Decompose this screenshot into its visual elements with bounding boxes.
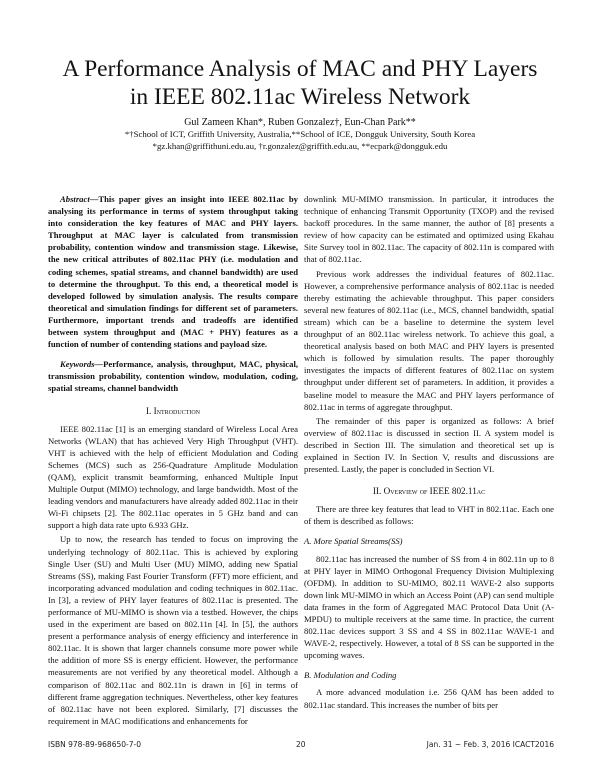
- keywords-label: Keywords—: [60, 359, 104, 370]
- footer-isbn: ISBN 978-89-968650-7-0: [48, 740, 141, 749]
- abstract: [48, 193, 298, 350]
- footer-conference: Jan. 31 ~ Feb. 3, 2016 ICACT2016: [426, 740, 554, 749]
- left-column: [48, 193, 298, 727]
- author-list: Gul Zameen Khan*, Ruben Gonzalez†, Eun-Chan Park**: [184, 117, 416, 128]
- subsection-heading-spatial-streams: A. More Spatial Streams(SS): [304, 536, 403, 547]
- abstract-label: Abstract—: [60, 194, 99, 204]
- right-column: [304, 193, 554, 711]
- intro-paragraph-1: IEEE 802.11ac [1] is an emerging standard of Wireless Local Area Networks (WLAN) that has achieved Very High Throughput (VHT). VHT is achieved with the help of efficient Modulation and Coding Schemes (MCS) such as 256-Quadrature Amplitude Modulation (QAM), explicit transmit beamforming, enhanced Multiple Input Multiple Output (MIMO) technology, and large bandwidth. Most of the leading vendors and manufacturers have already added 802.11ac in their Wi-Fi chipsets [2]. The 802.11ac operates in 5 GHz band and can support a high data rate upto 6.933 GHz.: [48, 423, 298, 531]
- keywords: [48, 358, 298, 394]
- section-heading-overview: II. Overview of IEEE 802.11ac: [372, 486, 486, 497]
- paper-title: [0, 55, 600, 111]
- keywords-text: Performance, analysis, throughput, MAC, physical, transmission probability, contention window, modulation, coding, spatial streams, channel bandwidth: [48, 359, 298, 394]
- right-paragraph-1: downlink MU-MIMO transmission. In particular, it introduces the technique of enhancing Transmit Opportunity (TXOP) and the revised backoff procedures. In the same manner, the author of [8] presents a review of how capacity can be estimated and optimized using Ekahau Site Survey tool in 802.11ac. The capacity of 802.11n is compared with that of 802.11ac.: [304, 194, 554, 265]
- modulation-paragraph: A more advanced modulation i.e. 256 QAM has been added to 802.11ac standard. This increases the number of bits per: [304, 687, 554, 710]
- right-paragraph-2: Previous work addresses the individual features of 802.11ac. However, a comprehensive performance analysis of 802.11ac is needed thereby estimating the achievable throughput. This paper considers several new features of 802.11ac (i.e., MCS, channel bandwidth, spatial stream) which can be a baseline to determine the system level throughput of an 802.11ac wireless network. To achieve this goal, a theoretical analysis based on both MAC and PHY layers is presented which is followed by simulation results. The paper thoroughly investigates the impacts of different features of 802.11ac on system throughput under different set of parameters. In addition, it provides a baseline model to measure the MAC and PHY layers performance of 802.11ac in terms of aggregate throughput.: [304, 268, 554, 412]
- page-footer: [48, 740, 554, 752]
- intro-paragraph-2: Up to now, the research has tended to focus on improving the underlying technology of 802.11ac. This is achieved by exploring Single User (SU) and Multi User (MU) MIMO, adding new Spatial Streams (SS), making Fast Fourier Transform (FFT) more efficient, and incorporating advanced modulation and coding techniques in 802.11ac. In [3], a review of PHY layer features of 802.11ac is presented. The performance of MU-MIMO is shown via a testbed. However, the chips used in the experiment are based on 802.11n [4]. In [5], the authors present a performance analysis of energy efficiency and interference in 802.11ac. It is shown that larger channels consume more power while the addition of more SS is energy efficient. However, the performance measurements are not verified by any theoretical model. Although a comparison of 802.11ac and 802.11n is drawn in [6] in terms of different frame aggregation techniques. Nevertheless, other key features of 802.11ac have not been explored. Similarly, [7] discusses the requirement in MAC modifications and enhancements for: [48, 534, 298, 726]
- title-line-1: A Performance Analysis of MAC and PHY Layers: [62, 56, 538, 82]
- subsection-heading-modulation: B. Modulation and Coding: [304, 670, 397, 681]
- right-paragraph-3: The remainder of this paper is organized as follows: A brief overview of 802.11ac is discussed in section II. A system model is described in Section III. The simulation and theoretical set up is explained in Section IV. In Section V, results and discussions are presented. Lastly, the paper is concluded in Section VI.: [304, 415, 554, 475]
- section-heading-introduction: I. Introduction: [145, 405, 201, 416]
- footer-page-number: 20: [296, 740, 306, 749]
- title-line-2: in IEEE 802.11ac Wireless Network: [129, 84, 471, 110]
- affiliation: *†School of ICT, Griffith University, Australia,**School of ICE, Dongguk University, South Korea: [124, 129, 476, 139]
- author-emails: *gz.khan@griffithuni.edu.au, †r.gonzalez@griffith.edu.au, **ecpark@dongguk.edu: [152, 141, 448, 151]
- abstract-text: This paper gives an insight into IEEE 802.11ac by analysing its performance in terms of system throughput taking into consideration the key features of MAC and PHY layers. Throughput at MAC layer is calculated from transmission probability, contention window and transmission stage. Likewise, the new critical attributes of 802.11ac PHY (i.e. modulation and coding schemes, spatial streams, and channel bandwidth) are used to determine the throughput. To this end, a theoretical model is developed followed by simulation analysis. The results compare theoretical and simulation findings for different set of parameters. Furthermore, important trends and tradeoffs are identified between system throughput and (MAC + PHY) features as a function of number of contending stations and payload size.: [48, 194, 298, 350]
- spatial-streams-paragraph: 802.11ac has increased the number of SS from 4 in 802.11n up to 8 at PHY layer in MIMO Orthogonal Frequency Division Multiplexing (OFDM). In addition to SU-MIMO, 802.11 WAVE-2 also supports down link MU-MIMO in which an Access Point (AP) can send multiple data frames in the form of Aggregated MAC Protocol Data Unit (A-MPDU) to multiple receivers at the same time. In practice, the current 802.11ac devices support 3 SS and 4 SS in 802.11ac WAVE-1 and WAVE-2, respectively. However, a total of 8 SS can be supported in the upcoming waves.: [304, 553, 554, 661]
- overview-paragraph: There are three key features that lead to VHT in 802.11ac. Each one of them is described as follows:: [304, 504, 554, 527]
